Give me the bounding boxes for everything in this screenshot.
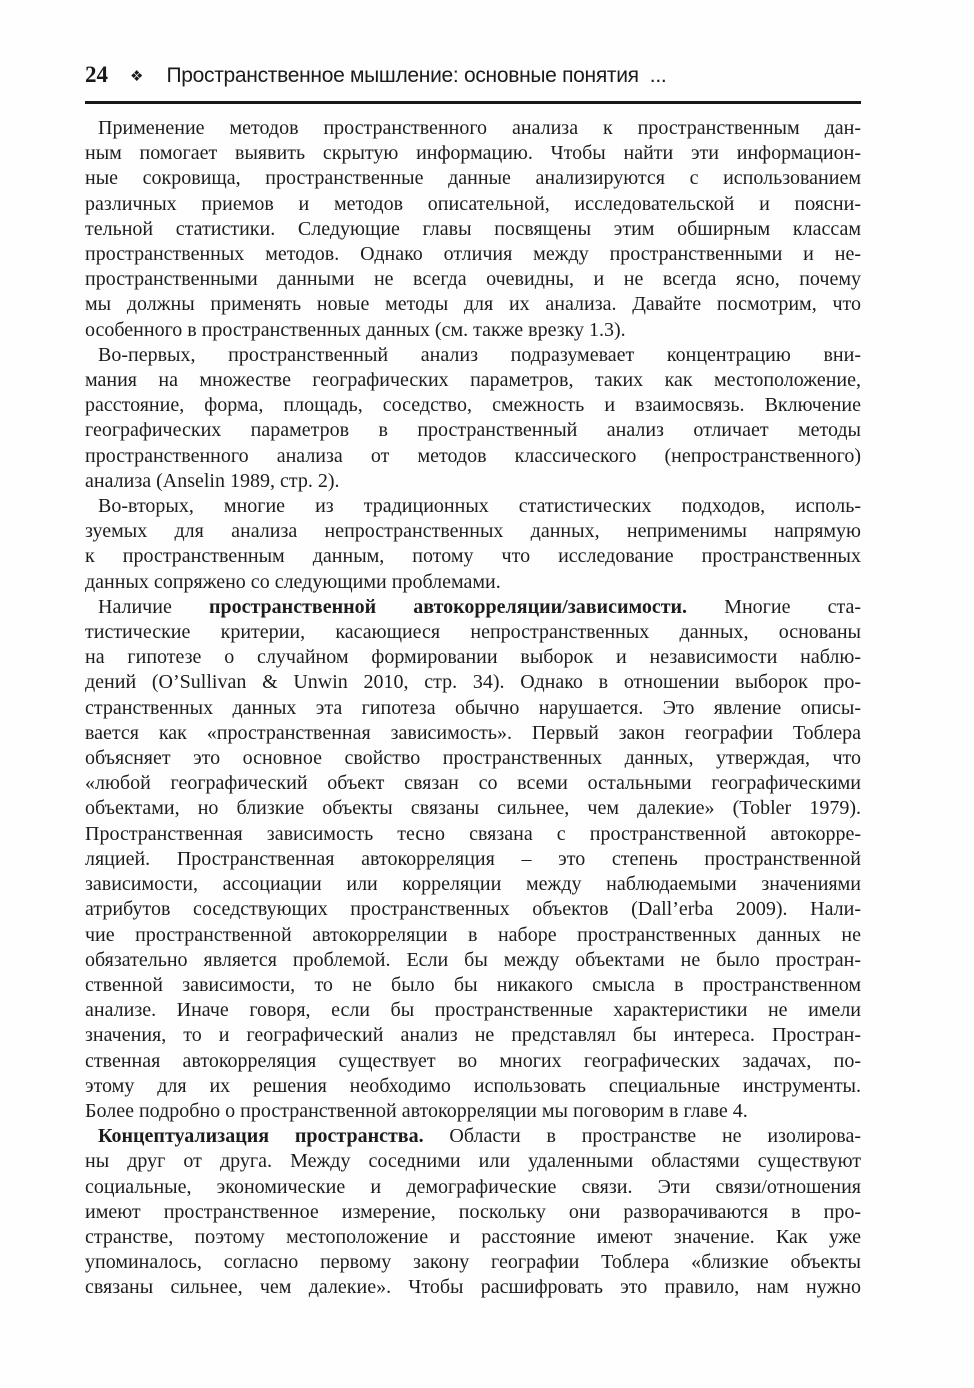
text-line: этому для их решения необходимо использовать специальные инструменты.	[85, 1074, 861, 1097]
running-header	[85, 62, 861, 96]
text-line: Применение методов пространственного анализа к пространственным дан-	[98, 117, 861, 139]
paragraph	[85, 116, 861, 343]
paragraph	[85, 494, 861, 595]
text-line: имеют пространственное измерение, поскольку они разворачиваются в про-	[85, 1200, 861, 1223]
text-line: объясняет это основное свойство пространственных данных, утверждая, что	[85, 747, 861, 770]
text-line: ляцией. Пространственная автокорреляция – это степень пространственной	[85, 847, 861, 870]
text-line: зуемых для анализа непространственных данных, неприменимы напрямую	[85, 520, 861, 543]
text-line: географических параметров в пространственный анализ отличает методы	[85, 419, 861, 442]
text-line: к пространственным данным, потому что исследование пространственных	[85, 545, 861, 568]
text-line: данных сопряжено со следующими проблемами.	[85, 570, 501, 593]
text-line: пространственных методов. Однако отличия между пространственными и не-	[85, 243, 861, 266]
text-line: Во-первых, пространственный анализ подразумевает концентрацию вни-	[98, 343, 861, 366]
text-line: ным помогает выявить скрытую информацию. Чтобы найти эти информацион-	[85, 142, 861, 165]
text-line: расстояние, форма, площадь, соседство, смежность и взаимосвязь. Включение	[85, 394, 861, 417]
text-line: упоминалось, согласно первому закону географии Тоблера «близкие объекты	[85, 1251, 861, 1274]
text-line: зависимости, ассоциации или корреляции между наблюдаемыми значениями	[85, 873, 861, 896]
text-line: тистические критерии, касающиеся непространственных данных, основаны	[85, 621, 861, 644]
text-line: значения, то и географический анализ не представлял бы интереса. Простран-	[85, 1024, 861, 1047]
text-line: ные сокровища, пространственные данные анализируются с использованием	[85, 167, 861, 190]
text-line: мы должны применять новые методы для их анализа. Давайте посмотрим, что	[85, 293, 861, 316]
text-line: ственной зависимости, то не было бы никакого смысла в пространственном	[85, 973, 861, 996]
text-line: «любой географический объект связан со всеми остальными географическими	[85, 772, 861, 795]
text-line: тельной статистики. Следующие главы посвящены этим обширным классам	[85, 217, 861, 240]
paragraph	[85, 343, 861, 494]
text-line: особенного в пространственных данных (см. также врезку 1.3).	[85, 318, 626, 341]
paragraph	[85, 595, 861, 1124]
text-line: странстве, поэтому местоположение и расстояние имеют значение. Как уже	[85, 1225, 861, 1248]
text-line: Пространственная зависимость тесно связана с пространственной автокорре-	[85, 822, 861, 845]
text-line: пространственными данными не всегда очевидны, и не всегда ясно, почему	[85, 268, 861, 291]
text-line: странственных данных эта гипотеза обычно нарушается. Это явление описы-	[85, 696, 861, 719]
text-line: Более подробно о пространственной автокорреляции мы поговорим в главе 4.	[85, 1099, 748, 1122]
text-line: социальные, экономические и демографические связи. Эти связи/отношения	[85, 1175, 861, 1198]
text-line: атрибутов соседствующих пространственных объектов (Dall’erba 2009). Нали-	[85, 898, 861, 921]
text-line: связаны сильнее, чем далекие». Чтобы расшифровать это правило, нам нужно	[85, 1276, 861, 1299]
text-line: ственная автокорреляция существует во многих географических задачах, по-	[85, 1049, 861, 1072]
text-line: Во-вторых, многие из традиционных статистических подходов, исполь-	[98, 495, 861, 518]
page-number: 24	[85, 62, 108, 87]
text-line: дений (O’Sullivan & Unwin 2010, стр. 34). Однако в отношении выборок про-	[85, 671, 861, 694]
text-line: объектами, но близкие объекты связаны сильнее, чем далекие» (Tobler 1979).	[85, 797, 861, 820]
fleuron-icon: ❖	[130, 67, 144, 85]
text-line: пространственного анализа от методов классического (непространственного)	[85, 444, 861, 467]
text-line: Наличие пространственной автокорреляции/зависимости. Многие ста-	[98, 595, 862, 618]
header-divider	[85, 101, 861, 104]
paragraph	[85, 1124, 861, 1300]
page-content	[85, 62, 861, 1301]
text-line: чие пространственной автокорреляции в наборе пространственных данных не	[85, 923, 861, 946]
running-title: Пространственное мышление: основные понятия ...	[166, 64, 667, 87]
text-line: мания на множестве географических параметров, таких как местоположение,	[85, 369, 861, 392]
text-line: различных приемов и методов описательной, исследовательской и поясни-	[85, 192, 861, 215]
text-line: анализе. Иначе говоря, если бы пространственные характеристики не имели	[85, 999, 861, 1022]
text-line: вается как «пространственная зависимость». Первый закон географии Тоблера	[85, 721, 861, 744]
text-line: на гипотезе о случайном формировании выборок и независимости наблю-	[85, 646, 861, 669]
text-line: ны друг от друга. Между соседними или удаленными областями существуют	[85, 1150, 861, 1173]
text-line: Концептуализация пространства. Области в пространстве не изолирова-	[98, 1125, 861, 1148]
text-line: обязательно является проблемой. Если бы между объектами не было простран-	[85, 948, 861, 971]
text-line: анализа (Anselin 1989, стр. 2).	[85, 469, 340, 492]
page-body	[85, 116, 861, 1301]
